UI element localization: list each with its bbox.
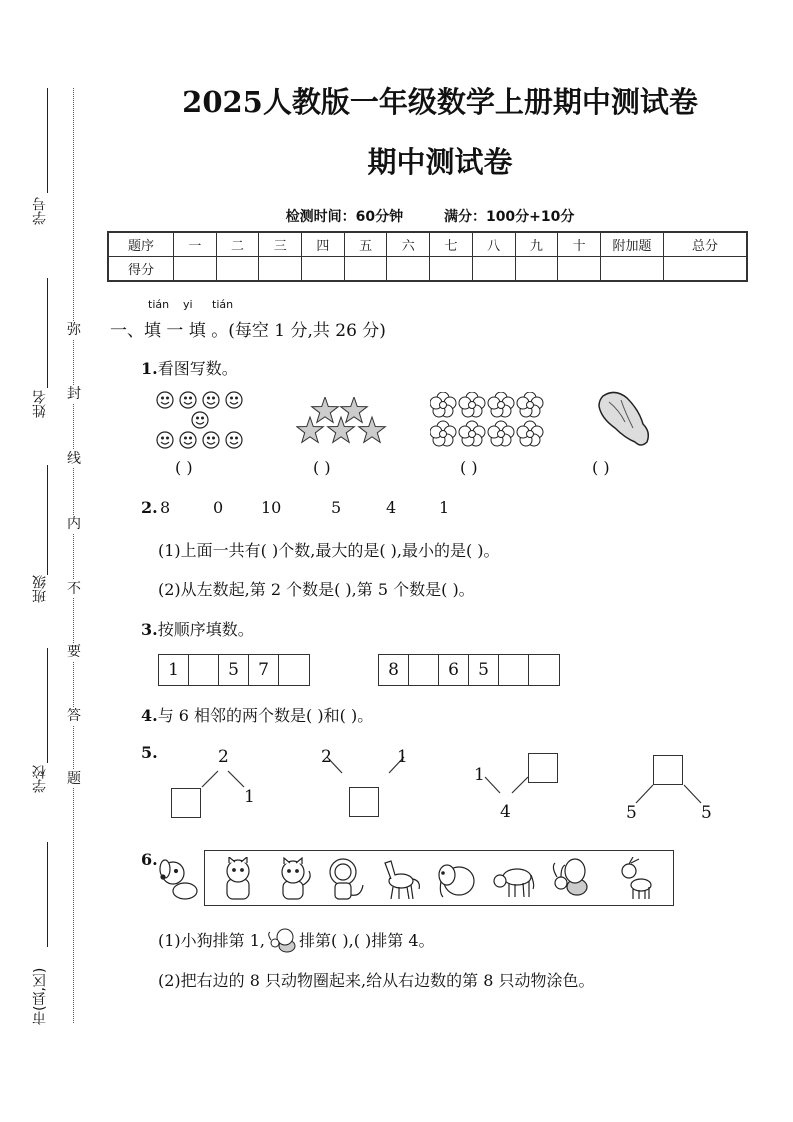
sequence-boxes-1 [158,654,310,686]
score-header-cell: 七 [430,232,473,257]
sequence-cell: 7 [249,655,279,685]
score-table-score-row [108,257,747,282]
sequence-cell[interactable] [529,655,559,685]
number-bond-value: 2 [321,747,332,767]
number-list-item: 5 [331,498,342,517]
number-list-item: 1 [439,498,450,517]
number-bond-value: 4 [500,802,511,822]
score-cell[interactable] [601,257,664,282]
pinyin: yi [183,298,193,311]
question-number: 4. [141,706,158,725]
question-3 [141,617,254,640]
score-header-cell: 一 [174,232,217,257]
bee-icon [265,928,299,954]
pinyin: tián [148,298,170,311]
score-table [107,231,748,282]
pinyin: tián [212,298,234,311]
number-bond-value: 1 [474,765,485,785]
cow-icon[interactable] [491,857,535,901]
score-header-cell: 十 [558,232,601,257]
score-header-cell: 三 [259,232,302,257]
page-title: 2025人教版一年级数学上册期中测试卷 [182,85,698,119]
sequence-boxes-2 [378,654,560,686]
full-score: 满分：100分+10分 [443,209,575,225]
question-number: 5. [141,743,158,762]
bee-icon[interactable] [547,857,591,901]
seal-char: 不 [67,581,81,597]
score-cell[interactable] [558,257,601,282]
number-bond-box[interactable] [653,755,683,785]
number-bond-value: 1 [244,787,255,807]
number-bond-value: 5 [626,803,637,823]
smiley-faces-image [155,390,255,455]
score-table-header-row [108,232,747,257]
sequence-cell[interactable] [409,655,439,685]
cat-icon[interactable] [217,857,261,901]
score-cell[interactable] [344,257,387,282]
number-list-item: 8 [160,498,171,517]
question-number: 1. [141,359,158,378]
score-cell[interactable] [387,257,430,282]
question-6-part-1 [158,928,435,954]
score-cell[interactable] [259,257,302,282]
question-2-part-2: (2)从左数起,第 2 个数是( ),第 5 个数是( )。 [158,580,475,599]
elephant-icon[interactable] [433,857,477,901]
margin-line [47,648,48,763]
score-header-cell: 题序 [108,232,174,257]
score-cell[interactable] [472,257,515,282]
number-bond-value: 1 [397,747,408,767]
question-text: 看图写数。 [157,359,238,378]
score-cell[interactable] [174,257,217,282]
score-header-cell: 五 [344,232,387,257]
sequence-cell: 1 [159,655,189,685]
sequence-cell: 6 [439,655,469,685]
sequence-cell: 5 [219,655,249,685]
stars-image [296,397,388,449]
score-header-cell: 四 [302,232,345,257]
question-text: (1)小狗排第 1, [158,931,266,950]
seal-char: 答 [67,708,81,724]
score-header-cell: 总分 [664,232,748,257]
score-cell[interactable] [216,257,259,282]
sequence-cell: 8 [379,655,409,685]
exam-meta [110,206,750,226]
answer-blank[interactable]: ( ) [175,458,193,477]
score-header-cell: 九 [515,232,558,257]
question-text: 按顺序填数。 [157,620,254,639]
page-subtitle: 期中测试卷 [367,145,513,179]
seal-char: 封 [67,386,81,402]
number-bond-value: 5 [701,803,712,823]
sequence-cell[interactable] [499,655,529,685]
score-header-cell: 八 [472,232,515,257]
seal-char: 要 [67,644,81,660]
section-heading: 一、填 一 填 。(每空 1 分,共 26 分) [110,321,386,341]
answer-blank[interactable]: ( ) [313,458,331,477]
city-label: 市(县,区) [32,967,48,1025]
seal-char: 内 [67,516,81,532]
number-list-item: 10 [261,498,282,517]
margin-line [47,88,48,193]
question-5 [141,743,158,762]
score-header-cell: 二 [216,232,259,257]
cat-icon[interactable] [273,857,317,901]
animal-row [204,850,674,906]
score-header-cell: 附加题 [601,232,664,257]
question-4 [141,703,373,726]
question-number: 6. [141,850,158,869]
student-id-label: 学号 [32,197,48,225]
score-cell[interactable] [302,257,345,282]
margin-line [47,842,48,947]
answer-blank[interactable]: ( ) [460,458,478,477]
answer-blank[interactable]: ( ) [592,458,610,477]
horse-icon[interactable] [377,857,421,901]
question-number: 3. [141,620,158,639]
question-1 [141,356,238,379]
question-2-part-1: (1)上面一共有( )个数,最大的是( ),最小的是( )。 [158,541,500,560]
number-bond-box[interactable] [349,787,379,817]
sequence-cell[interactable] [189,655,219,685]
seal-char: 弥 [67,322,81,338]
question-number: 2. [141,498,158,517]
question-text: 与 6 相邻的两个数是( )和( )。 [157,706,374,725]
deer-icon[interactable] [617,857,661,901]
sequence-cell[interactable] [279,655,309,685]
seal-char: 线 [67,451,81,467]
margin-line [47,465,48,575]
margin-line [47,278,48,388]
number-list-item: 0 [213,498,224,517]
lion-icon[interactable] [325,857,369,901]
school-label: 学校 [32,765,48,793]
flowers-image [430,392,550,452]
class-label: 班级 [32,575,48,603]
number-bond-value: 2 [218,747,229,767]
sequence-cell: 5 [469,655,499,685]
time-limit: 检测时间：60分钟 [285,209,404,225]
number-bond-box[interactable] [171,788,201,818]
number-bond-box[interactable] [528,753,558,783]
name-label: 姓名 [32,390,48,418]
question-6-part-2: (2)把右边的 8 只动物圈起来,给从右边数的第 8 只动物涂色。 [158,971,595,990]
question-2 [141,498,158,517]
score-cell[interactable] [430,257,473,282]
score-header-cell: 六 [387,232,430,257]
score-cell[interactable] [515,257,558,282]
score-row-label: 得分 [108,257,174,282]
number-list-item: 4 [386,498,397,517]
seal-line [73,88,74,1023]
question-text: 排第( ),( )排第 4。 [299,931,435,950]
seal-char: 题 [67,771,81,787]
score-cell[interactable] [664,257,748,282]
cabbage-image [595,388,655,450]
dog-icon [155,855,201,905]
